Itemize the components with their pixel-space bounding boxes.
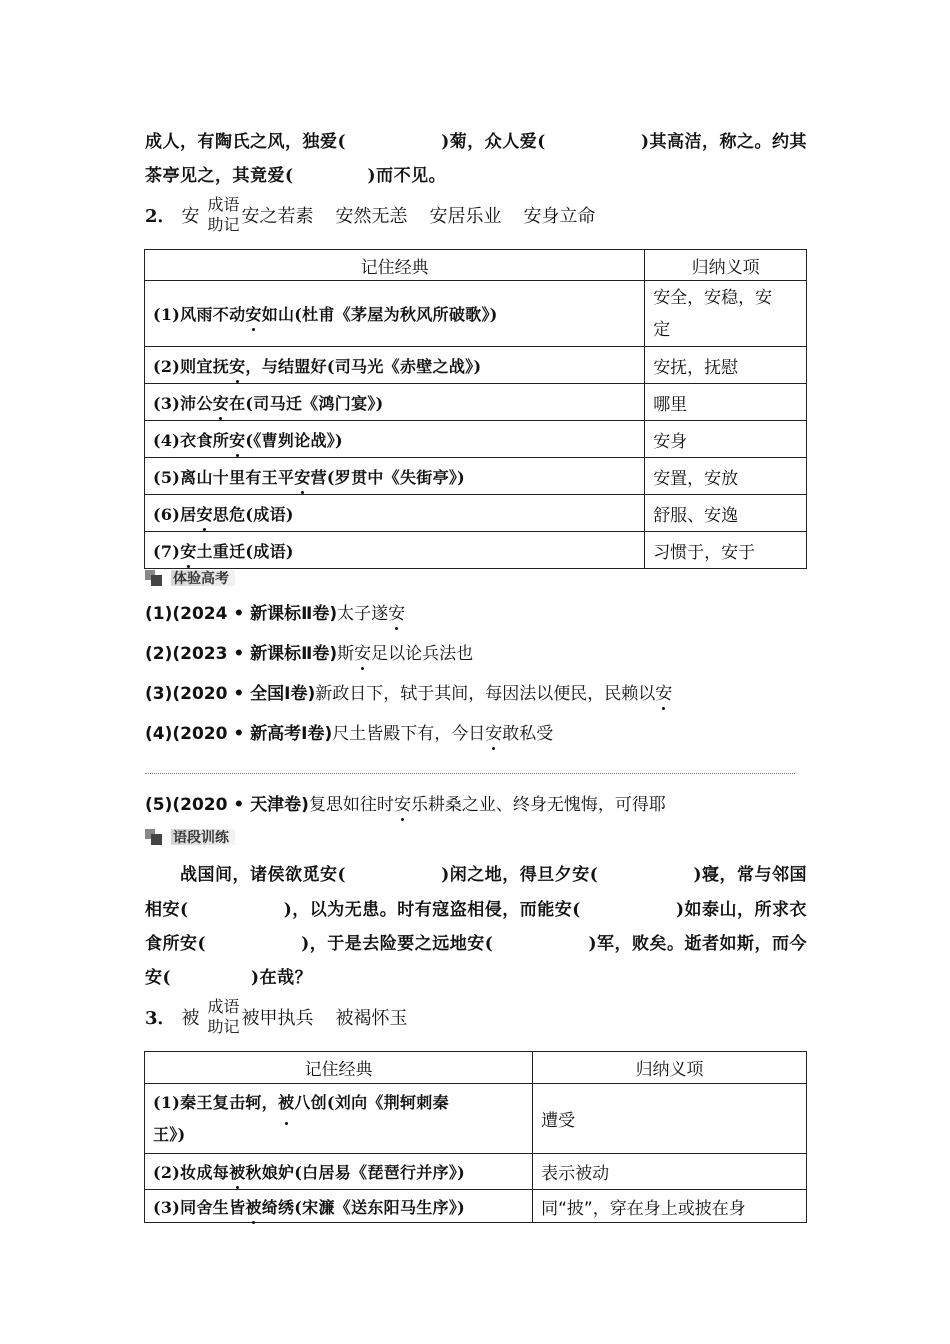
table-row: (1)风雨不动安如山(杜甫《茅屋为秋风所破歌》) 安全，安稳，安 定 (145, 281, 807, 347)
page-break-divider (145, 773, 795, 774)
exam-item: (1)(2024 • 新课标Ⅱ卷)太子遂安 (145, 599, 405, 624)
idiom-memory-tag: 成语 助记 (207, 195, 240, 234)
idiom-memory-tag: 成语 助记 (207, 997, 240, 1036)
practice-line-1: 战国间，诸侯欲觅安( )闲之地，得旦夕安( )寝，常与邻国 (180, 860, 807, 885)
table-row: (7)安土重迁(成语) 习惯于，安于 (145, 532, 807, 569)
section-2-heading: 2． 安 成语 助记 安之若素 安然无恙 安居乐业 安身立命 (145, 195, 596, 234)
table-header-row: 记住经典 归纳义项 (145, 1052, 807, 1084)
section-3-table (144, 1051, 807, 1223)
practice-line-4: 安( )在哉？ (145, 968, 313, 988)
blank (354, 127, 434, 152)
table-row: (1)秦王复击轲，被八创(刘向《荆轲刺秦 王》) 遭受 (145, 1084, 807, 1154)
blank (501, 929, 581, 954)
blank (606, 860, 686, 885)
table-row: (6)居安思危(成语) 舒服、安逸 (145, 495, 807, 532)
table-row: (3)沛公安在(司马迁《鸿门宴》) 哪里 (145, 384, 807, 421)
intro-line-1: 成人，有陶氏之风，独爱( )菊，众人爱( )其高洁，称之。约其 (145, 127, 807, 152)
idiom-list: 被甲执兵 被褐怀玉 (241, 1008, 408, 1029)
blank (553, 127, 633, 152)
table-row: (2)则宜抚安，与结盟好(司马光《赤壁之战》) 安抚，抚慰 (145, 347, 807, 384)
exam-item: (3)(2020 • 全国Ⅰ卷)新政日下，轼于其间，每因法以便民，民赖以安 (145, 679, 672, 704)
practice-line-3: 食所安( )，于是去险要之远地安( )军，败矣。逝者如斯，而今 (145, 929, 807, 954)
section-2-table (144, 249, 807, 569)
practice-line-2: 相安( )，以为无患。时有寇盗相侵，而能安( )如泰山，所求衣 (145, 895, 807, 920)
intro-line-2: 茶亭见之，其竟爱( )而不见。 (145, 166, 447, 186)
blank (214, 929, 294, 954)
idiom-list: 安之若素 安然无恙 安居乐业 安身立命 (241, 206, 596, 227)
blank (354, 860, 434, 885)
square-badge-icon (145, 829, 167, 845)
blank (196, 895, 276, 920)
exam-item: (4)(2020 • 新高考Ⅰ卷)尺土皆殿下有，今日安敢私受 (145, 719, 553, 744)
square-badge-icon (145, 570, 167, 586)
exam-section-label: 体验高考 (145, 568, 235, 588)
table-row: (2)妆成每被秋娘妒(白居易《琵琶行并序》) 表示被动 (145, 1154, 807, 1190)
table-header-row: 记住经典 归纳义项 (145, 250, 807, 281)
practice-section-label: 语段训练 (145, 827, 235, 847)
table-row: (4)衣食所安(《曹刿论战》) 安身 (145, 421, 807, 458)
blank (588, 895, 668, 920)
section-3-heading: 3． 被 成语 助记 被甲执兵 被褐怀玉 (145, 997, 408, 1036)
table-row: (3)同舍生皆被绮绣(宋濂《送东阳马生序》) 同“披”，穿在身上或披在身 (145, 1190, 807, 1223)
table-row: (5)离山十里有王平安营(罗贯中《失街亭》) 安置，安放 (145, 458, 807, 495)
exam-item: (5)(2020 • 天津卷)复思如往时安乐耕桑之业、终身无愧悔，可得耶 (145, 790, 666, 815)
exam-item: (2)(2023 • 新课标Ⅱ卷)斯安足以论兵法也 (145, 639, 473, 664)
